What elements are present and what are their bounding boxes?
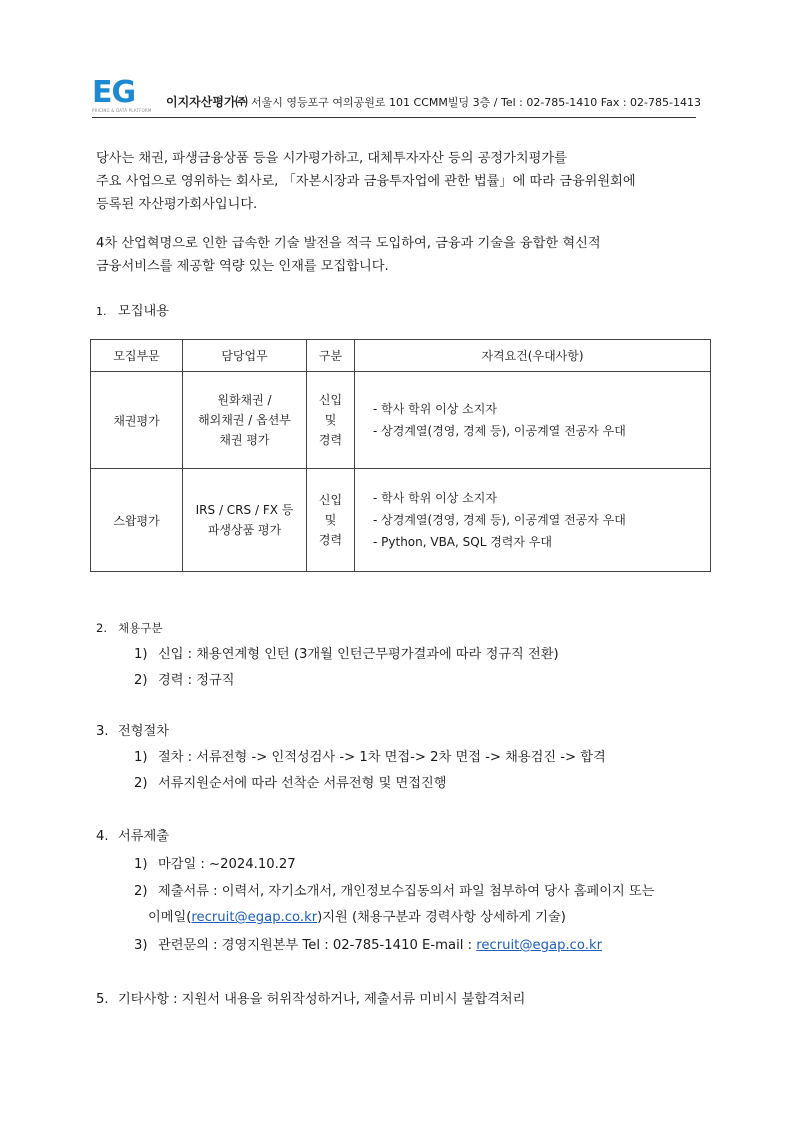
- section-2-heading: [96, 620, 162, 636]
- item-number: 3): [134, 938, 148, 953]
- section-number: 2.: [96, 621, 107, 635]
- type-cell: [307, 469, 355, 572]
- list-item-continuation: [148, 906, 566, 925]
- email-link[interactable]: recruit@egap.co.kr: [191, 910, 318, 925]
- type-line: 신입: [318, 393, 343, 407]
- section-1-heading: [96, 300, 169, 319]
- list-item: [134, 669, 235, 688]
- list-item: [134, 853, 296, 872]
- item-text: 이메일(: [148, 910, 192, 925]
- section-text: 기타사항 : 지원서 내용을 허위작성하거나, 제출서류 미비시 불합격처리: [118, 992, 526, 1007]
- section-number: 5.: [96, 992, 109, 1007]
- logo-tagline: PRICING & DATA PLATFORM: [92, 108, 152, 113]
- table-header-row: [91, 340, 711, 372]
- company-info: [166, 93, 701, 110]
- item-number: 2): [134, 776, 148, 791]
- section-number: 3.: [96, 724, 109, 739]
- type-line: 경력: [318, 433, 343, 447]
- list-item: [134, 934, 602, 953]
- section-title: 전형절차: [118, 724, 169, 739]
- intro-line: 주요 사업으로 영위하는 회사로, 「자본시장과 금융투자업에 관한 법률」에 따라 금융위원회에: [96, 174, 636, 189]
- item-number: 1): [134, 750, 148, 765]
- item-number: 2): [134, 673, 148, 688]
- header-divider: [92, 117, 696, 118]
- dept-cell: 스왑평가: [91, 469, 183, 572]
- intro-line: 4차 산업혁명으로 인한 급속한 기술 발전을 적극 도입하여, 금융과 기술을 융합한 혁신적: [96, 236, 601, 251]
- duty-line: 해외채권 / 옵션부: [198, 413, 291, 427]
- table-row: [91, 372, 711, 469]
- item-text: 관련문의 : 경영지원본부 Tel : 02-785-1410 E-mail :: [158, 938, 477, 953]
- item-text: 신입 : 채용연계형 인턴 (3개월 인턴근무평가결과에 따라 정규직 전환): [158, 647, 559, 662]
- intro-line: 당사는 채권, 파생금융상품 등을 시가평가하고, 대체투자자산 등의 공정가치평가를: [96, 151, 567, 166]
- section-title: 모집내용: [118, 304, 169, 319]
- intro-line: 등록된 자산평가회사입니다.: [96, 197, 258, 212]
- letterhead: [92, 75, 701, 116]
- item-text: 절차 : 서류전형 -> 인적성검사 -> 1차 면접-> 2차 면접 -> 채용검진 -> 합격: [158, 750, 606, 765]
- type-line: 및: [324, 413, 337, 427]
- section-number: 4.: [96, 829, 109, 844]
- logo-mark: EG: [92, 75, 136, 110]
- duty-line: 파생상품 평가: [207, 523, 282, 537]
- item-text: 서류지원순서에 따라 선착순 서류전형 및 면접진행: [158, 776, 447, 791]
- type-cell: [307, 372, 355, 469]
- qual-line: - 상경계열(경영, 경제 등), 이공계열 전공자 우대: [373, 513, 626, 527]
- email-link[interactable]: recruit@egap.co.kr: [476, 938, 602, 953]
- table-header: 구분: [307, 340, 355, 372]
- company-name: 이지자산평가㈜: [166, 95, 248, 109]
- company-address: 서울시 영등포구 여의공원로 101 CCMM빌딩 3층 / Tel : 02-785-1410 Fax : 02-785-1413: [247, 96, 701, 109]
- duty-line: 채권 평가: [219, 433, 270, 447]
- section-5-heading: [96, 988, 525, 1007]
- duties-cell: [183, 469, 307, 572]
- item-number: 1): [134, 857, 148, 872]
- quals-cell: [355, 469, 711, 572]
- quals-cell: [355, 372, 711, 469]
- item-text: 제출서류 : 이력서, 자기소개서, 개인정보수집동의서 파일 첨부하여 당사 홈페이지 또는: [158, 884, 655, 899]
- type-line: 경력: [318, 533, 343, 547]
- section-title: 채용구분: [118, 621, 163, 635]
- section-4-heading: [96, 825, 169, 844]
- item-number: 1): [134, 647, 148, 662]
- qual-line: - Python, VBA, SQL 경력자 우대: [373, 535, 552, 549]
- duty-line: 원화채권 /: [217, 393, 272, 407]
- item-text: )지원 (채용구분과 경력사항 상세하게 기술): [317, 910, 566, 925]
- qual-line: - 상경계열(경영, 경제 등), 이공계열 전공자 우대: [373, 424, 626, 438]
- list-item: [134, 880, 654, 899]
- intro-line: 금융서비스를 제공할 역량 있는 인재를 모집합니다.: [96, 259, 389, 274]
- table-header: 자격요건(우대사항): [355, 340, 711, 372]
- item-number: 2): [134, 884, 148, 899]
- table-header: 담당업무: [183, 340, 307, 372]
- company-logo: [92, 75, 156, 116]
- duties-cell: [183, 372, 307, 469]
- intro-paragraph-2: [96, 232, 601, 278]
- type-line: 및: [324, 513, 337, 527]
- item-text: 마감일 : ~2024.10.27: [158, 857, 296, 872]
- section-title: 서류제출: [118, 829, 169, 844]
- dept-cell: 채권평가: [91, 372, 183, 469]
- item-text: 경력 : 정규직: [158, 673, 235, 688]
- qual-line: - 학사 학위 이상 소지자: [373, 402, 497, 416]
- section-3-heading: [96, 720, 169, 739]
- table-row: [91, 469, 711, 572]
- section-number: 1.: [96, 305, 107, 318]
- list-item: [134, 772, 446, 791]
- list-item: [134, 643, 559, 662]
- duty-line: IRS / CRS / FX 등: [195, 503, 294, 517]
- recruitment-table: [90, 339, 711, 572]
- table-header: 모집부문: [91, 340, 183, 372]
- qual-line: - 학사 학위 이상 소지자: [373, 491, 497, 505]
- intro-paragraph-1: [96, 147, 636, 216]
- list-item: [134, 746, 606, 765]
- type-line: 신입: [318, 493, 343, 507]
